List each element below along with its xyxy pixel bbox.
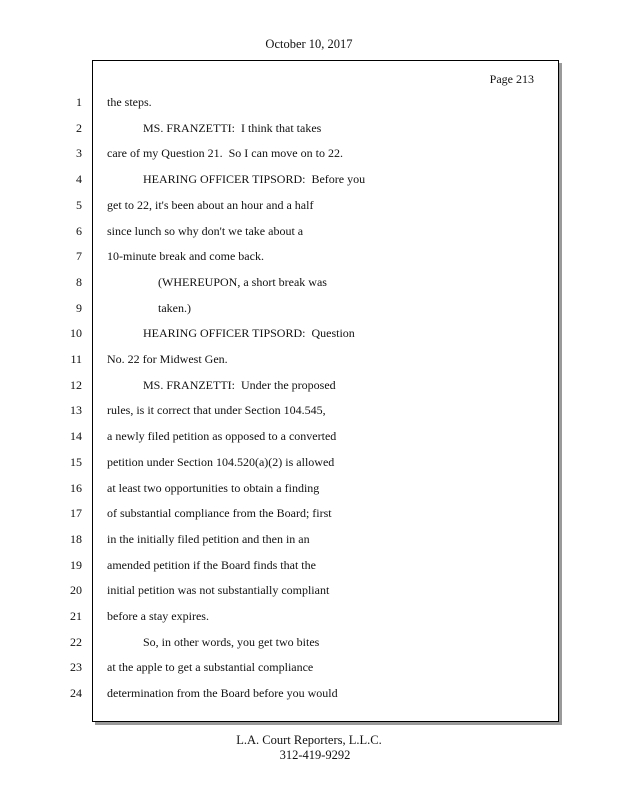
transcript-line — [0, 506, 618, 526]
transcript-line — [0, 455, 618, 475]
transcript-line — [0, 249, 618, 269]
transcript-line — [0, 95, 618, 115]
line-text: HEARING OFFICER TIPSORD: Question — [143, 326, 355, 341]
line-number: 7 — [76, 249, 82, 264]
transcript-line — [0, 224, 618, 244]
footer — [0, 733, 618, 763]
line-number: 14 — [70, 429, 82, 444]
line-text: at the apple to get a substantial compliance — [107, 660, 314, 675]
transcript-line — [0, 686, 618, 706]
transcript-line — [0, 275, 618, 295]
line-text: taken.) — [158, 300, 191, 315]
transcript-line — [0, 660, 618, 680]
line-text: care of my Question 21. So I can move on to 22. — [107, 146, 343, 161]
line-text: No. 22 for Midwest Gen. — [107, 352, 228, 366]
transcript-line — [0, 121, 618, 141]
line-number: 19 — [70, 557, 82, 572]
line-number: 5 — [76, 197, 82, 212]
line-number: 4 — [76, 172, 82, 187]
transcript-line — [0, 326, 618, 346]
line-number: 10 — [70, 326, 82, 341]
line-text: in the initially filed petition and then in an — [107, 531, 310, 546]
transcript-line — [0, 146, 618, 166]
line-number: 20 — [70, 583, 82, 598]
line-text: 10-minute break and come back. — [107, 249, 264, 264]
header-date: October 10, 2017 — [265, 37, 353, 51]
line-text: MS. FRANZETTI: Under the proposed — [143, 377, 336, 392]
line-number: 16 — [70, 480, 82, 495]
line-text: since lunch so why don't we take about a — [107, 223, 304, 238]
page-number: Page 213 — [489, 72, 534, 86]
transcript-line — [0, 301, 618, 321]
line-text: petition under Section 104.520(a)(2) is allowed — [107, 454, 335, 469]
transcript-line — [0, 532, 618, 552]
line-number: 17 — [70, 506, 82, 521]
line-text: before a stay expires. — [107, 609, 209, 623]
line-number: 3 — [76, 146, 82, 161]
transcript-line — [0, 172, 618, 192]
transcript-line — [0, 635, 618, 655]
line-text: determination from the Board before you would — [107, 686, 338, 701]
transcript-line — [0, 558, 618, 578]
line-text: (WHEREUPON, a short break was — [158, 274, 327, 289]
transcript-line — [0, 378, 618, 398]
footer-phone: 312-419-9292 — [279, 748, 351, 762]
line-number: 6 — [76, 223, 82, 238]
transcript-line — [0, 403, 618, 423]
line-number: 23 — [70, 660, 82, 675]
line-text: rules, is it correct that under Section 104.545, — [107, 403, 326, 418]
line-number: 1 — [76, 95, 82, 109]
line-number: 8 — [76, 274, 82, 289]
line-text: MS. FRANZETTI: I think that takes — [143, 120, 322, 135]
transcript-line — [0, 198, 618, 218]
line-number: 11 — [70, 352, 82, 366]
line-number: 21 — [70, 609, 82, 623]
transcript-line — [0, 352, 618, 372]
footer-company: L.A. Court Reporters, L.L.C. — [236, 733, 382, 747]
line-text: a newly filed petition as opposed to a converted — [107, 429, 337, 444]
line-number: 24 — [70, 686, 82, 701]
transcript-line — [0, 583, 618, 603]
line-text: get to 22, it's been about an hour and a half — [107, 197, 314, 212]
transcript-line — [0, 609, 618, 629]
line-number: 22 — [70, 634, 82, 649]
line-text: So, in other words, you get two bites — [143, 634, 320, 649]
line-text: initial petition was not substantially compliant — [107, 583, 330, 598]
line-text: of substantial compliance from the Board; first — [107, 506, 332, 521]
line-text: amended petition if the Board finds that the — [107, 557, 316, 572]
line-number: 9 — [76, 300, 82, 315]
transcript-line — [0, 481, 618, 501]
line-text: HEARING OFFICER TIPSORD: Before you — [143, 172, 366, 187]
line-text: the steps. — [107, 95, 152, 109]
line-text: at least two opportunities to obtain a finding — [107, 480, 320, 495]
line-number: 12 — [70, 377, 82, 392]
line-number: 18 — [70, 531, 82, 546]
line-number: 15 — [70, 454, 82, 469]
line-number: 13 — [70, 403, 82, 418]
line-number: 2 — [76, 120, 82, 135]
transcript-line — [0, 429, 618, 449]
